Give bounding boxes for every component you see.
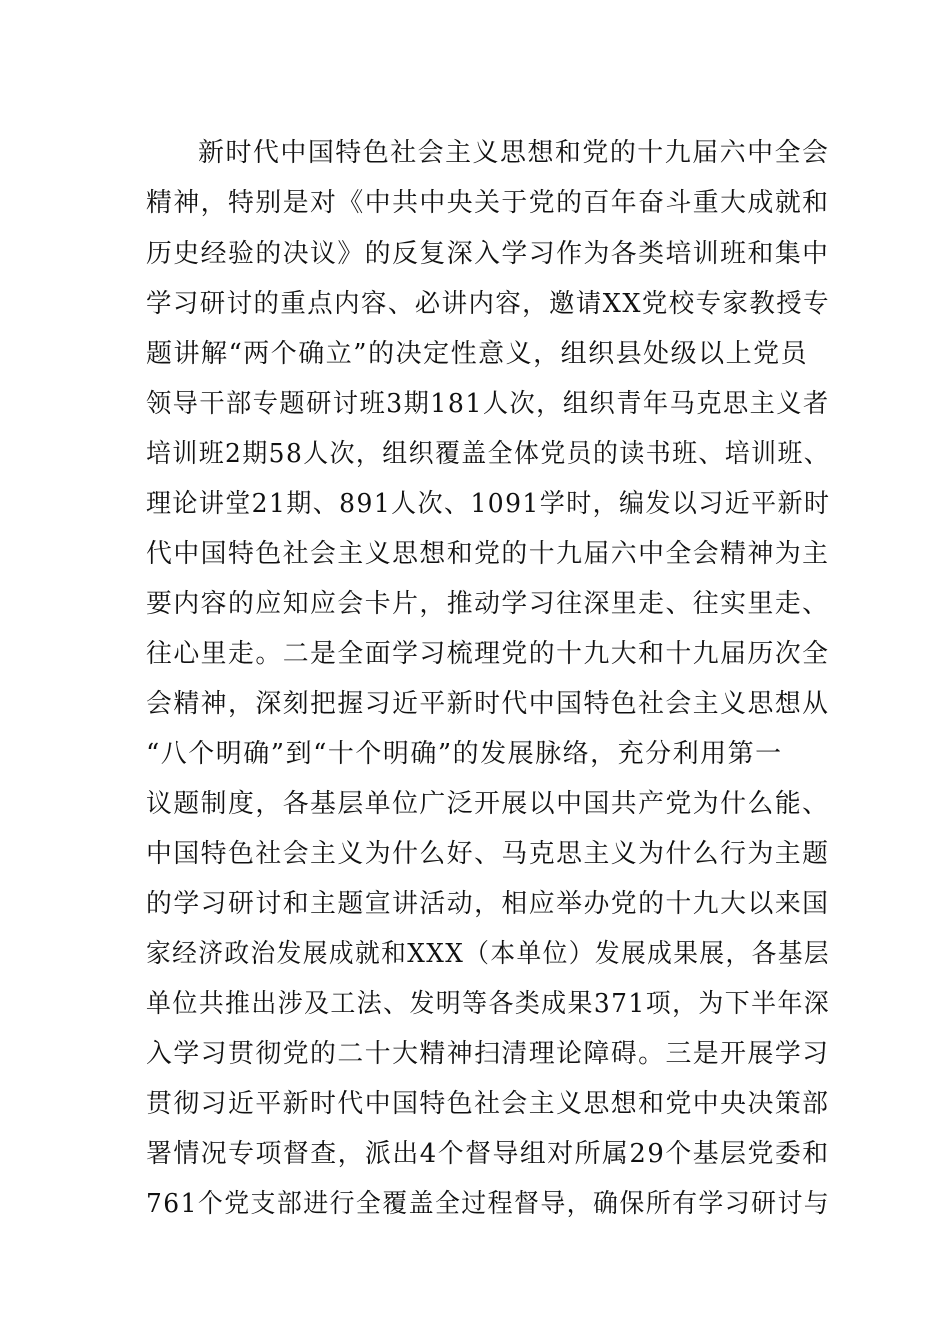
text-line-14: 议题制度，各基层单位广泛开展以中国共产党为什么能、 — [146, 789, 830, 819]
text-line-16: 的学习研讨和主题宣讲活动，相应举办党的十九大以来国 — [146, 889, 830, 919]
text-line-17: 家经济政治发展成就和XXX（本单位）发展成果展，各基层 — [146, 939, 831, 969]
text-line-11: 往心里走。二是全面学习梳理党的十九大和十九届历次全 — [146, 639, 830, 669]
text-line-19: 入学习贯彻党的二十大精神扫清理论障碍。三是开展学习 — [146, 1039, 830, 1069]
text-line-6: 领导干部专题研讨班3期181人次，组织青年马克思主义者 — [146, 389, 830, 419]
text-line-3: 历史经验的决议》的反复深入学习作为各类培训班和集中 — [146, 239, 830, 269]
text-line-9: 代中国特色社会主义思想和党的十九届六中全会精神为主 — [146, 539, 830, 569]
text-line-5: 题讲解“两个确立”的决定性意义，组织县处级以上党员 — [146, 339, 809, 369]
text-line-10: 要内容的应知应会卡片，推动学习往深里走、往实里走、 — [146, 589, 830, 619]
text-line-1: 新时代中国特色社会主义思想和党的十九届六中全会 — [198, 138, 830, 168]
text-line-2: 精神，特别是对《中共中央关于党的百年奋斗重大成就和 — [146, 188, 830, 218]
text-line-7: 培训班2期58人次，组织覆盖全体党员的读书班、培训班、 — [146, 439, 831, 469]
text-line-12: 会精神，深刻把握习近平新时代中国特色社会主义思想从 — [146, 689, 830, 719]
text-line-22: 761个党支部进行全覆盖全过程督导，确保所有学习研讨与 — [146, 1189, 831, 1219]
text-line-20: 贯彻习近平新时代中国特色社会主义思想和党中央决策部 — [146, 1089, 830, 1119]
text-line-18: 单位共推出涉及工法、发明等各类成果371项，为下半年深 — [146, 989, 831, 1019]
text-line-21: 署情况专项督查，派出4个督导组对所属29个基层党委和 — [146, 1139, 830, 1169]
text-line-4: 学习研讨的重点内容、必讲内容，邀请XX党校专家教授专 — [146, 289, 831, 319]
text-line-13: “八个明确”到“十个明确”的发展脉络，充分利用第一 — [146, 739, 783, 769]
text-line-15: 中国特色社会主义为什么好、马克思主义为什么行为主题 — [146, 839, 830, 869]
text-line-8: 理论讲堂21期、891人次、1091学时，编发以习近平新时 — [146, 489, 831, 519]
